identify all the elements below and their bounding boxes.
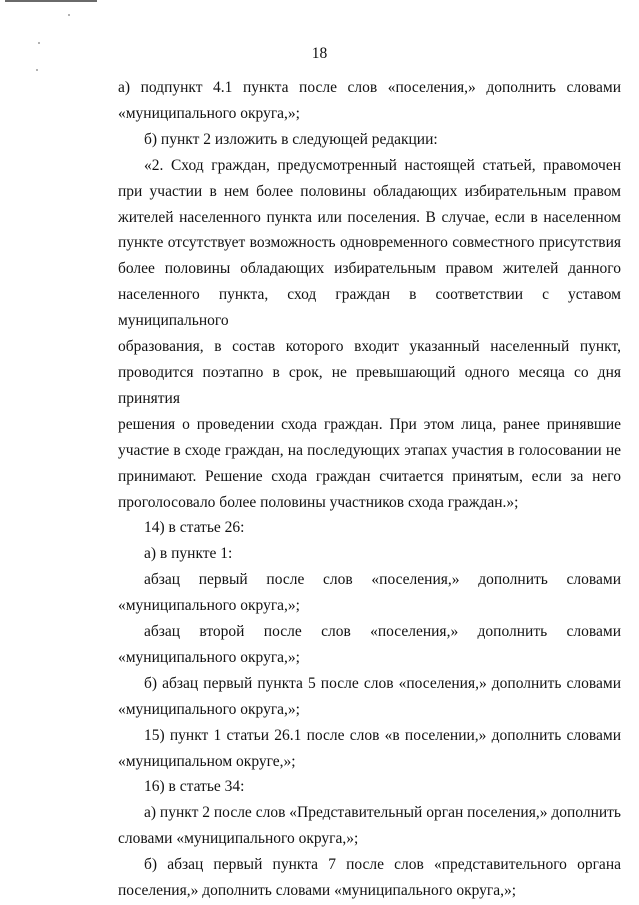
document-line: образования, в состав которого входит указанный населенный пункт,: [118, 338, 621, 356]
document-line: «муниципальном округе,»;: [118, 752, 296, 770]
document-line: населенного пункта, сход граждан в соответствии с уставом муниципального: [118, 286, 621, 330]
document-line: абзац второй после слов «поселения,» дополнить словами: [144, 623, 621, 641]
document-line: 16) в статье 34:: [144, 778, 245, 796]
document-line: а) пункт 2 после слов «Представительный орган поселения,» дополнить: [144, 804, 621, 822]
document-line: решения о проведении схода граждан. При этом лица, ранее принявшие: [118, 415, 621, 433]
document-line: жителей населенного пункта или поселения. В случае, если в населенном: [118, 208, 621, 226]
document-line: абзац первый после слов «поселения,» дополнить словами: [144, 571, 621, 589]
document-line: «муниципального округа,»;: [118, 597, 300, 615]
scan-corner-mark: [5, 0, 97, 2]
document-line: проголосовало более половины участников схода граждан.»;: [118, 493, 519, 511]
document-line: а) подпункт 4.1 пункта после слов «поселения,» дополнить словами: [118, 79, 621, 96]
document-line: при участии в нем более половины обладающих избирательным правом: [118, 182, 621, 200]
document-line: «2. Сход граждан, предусмотренный настоящей статьей, правомочен: [144, 156, 621, 174]
document-line: более половины обладающих избирательным правом жителей данного: [118, 260, 621, 278]
document-line: пункте отсутствует возможность одновременного совместного присутствия: [118, 234, 621, 252]
scan-speck: [36, 69, 38, 71]
document-line: а) в пункте 1:: [144, 545, 233, 563]
document-line: б) абзац первый пункта 5 после слов «поселения,» дополнить словами: [144, 674, 621, 692]
document-line: «муниципального округа,»;: [118, 700, 300, 718]
page-number: 18: [311, 45, 328, 62]
document-line: б) абзац первый пункта 7 после слов «представительного органа: [144, 856, 621, 874]
scan-speck: [68, 14, 70, 16]
document-line: словами «муниципального округа,»;: [118, 830, 359, 848]
document-line: «муниципального округа,»;: [118, 648, 300, 666]
document-line: 14) в статье 26:: [144, 519, 245, 537]
document-body: [118, 75, 621, 904]
document-line: проводится поэтапно в срок, не превышающий одного месяца со дня принятия: [118, 363, 621, 407]
document-line: участие в сходе граждан, на последующих этапах участия в голосовании не: [118, 441, 621, 459]
document-line: принимают. Решение схода граждан считается принятым, если за него: [118, 467, 621, 485]
document-line: «муниципального округа,»;: [118, 104, 300, 122]
document-line: поселения,» дополнить словами «муниципального округа,»;: [118, 882, 517, 900]
document-line: б) пункт 2 изложить в следующей редакции:: [144, 130, 438, 148]
scan-speck: [38, 42, 40, 44]
document-line: 15) пункт 1 статьи 26.1 после слов «в поселении,» дополнить словами: [144, 726, 621, 744]
